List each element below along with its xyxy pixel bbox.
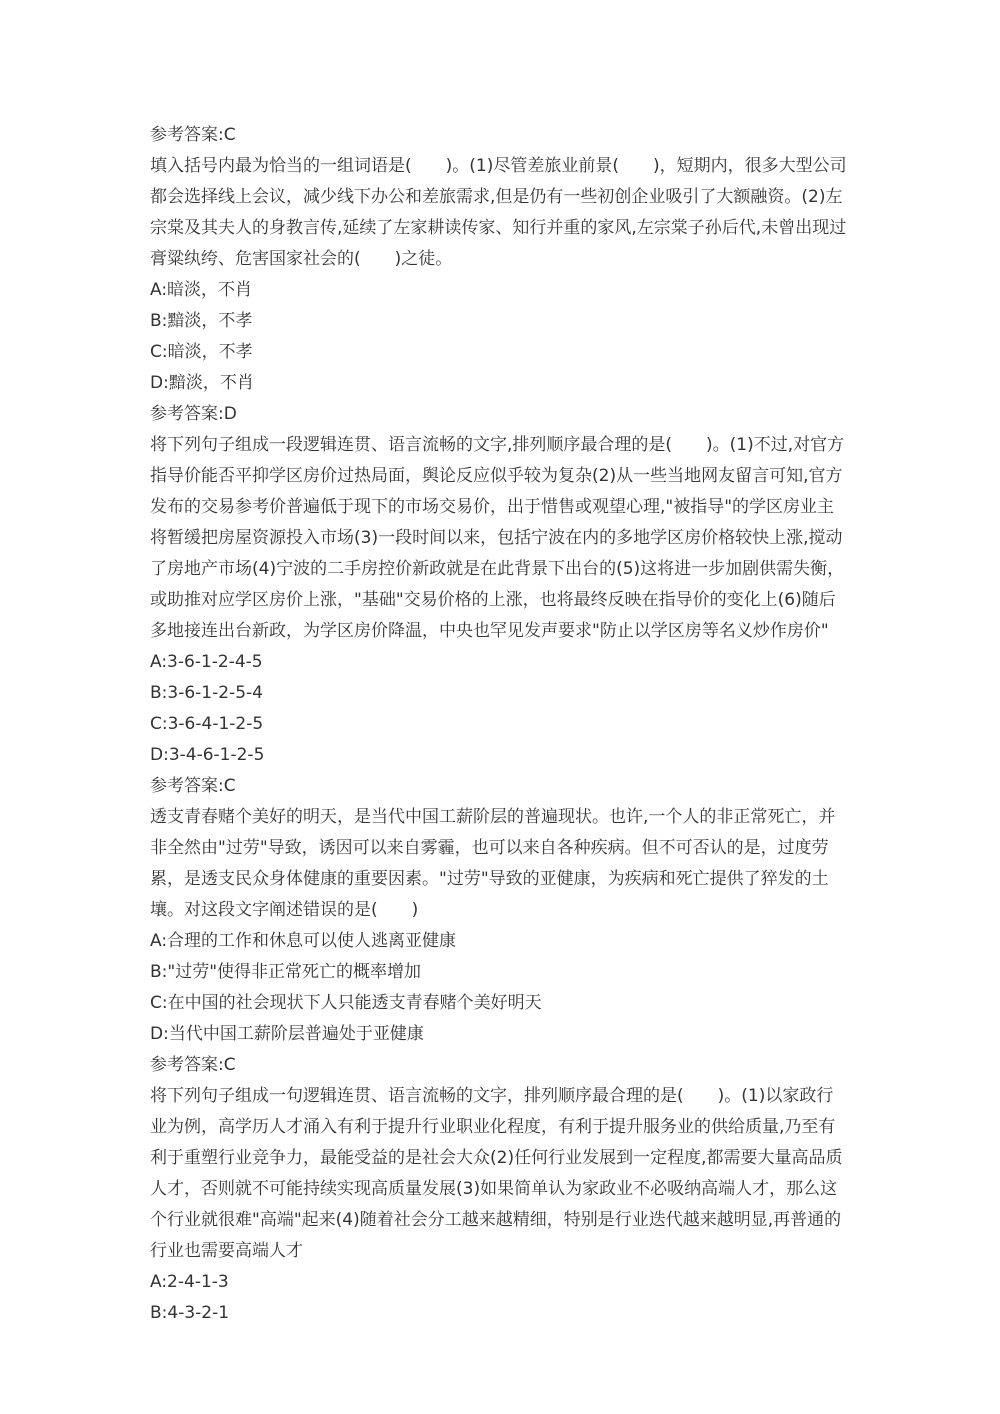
answer-key: 参考答案:C bbox=[150, 125, 236, 145]
option-c: C:暗淡，不孝 bbox=[150, 342, 253, 362]
option-c: C:在中国的社会现状下人只能透支青春赌个美好明天 bbox=[150, 993, 542, 1013]
option-d: D:黯淡，不肖 bbox=[150, 373, 254, 393]
option-b: B:"过劳"使得非正常死亡的概率增加 bbox=[150, 962, 422, 982]
question-block bbox=[150, 430, 850, 802]
option-d: D:当代中国工薪阶层普遍处于亚健康 bbox=[150, 1024, 424, 1044]
question-stem: 将下列句子组成一段逻辑连贯、语言流畅的文字,排列顺序最合理的是( )。(1)不过,对官方指导价能否平抑学区房价过热局面，舆论反应似乎较为复杂(2)从一些当地网友留言可知,官方发布的交易参考价普遍低于现下的市场交易价，出于惜售或观望心理,"被指导"的学区房业主将暂缓把房屋资源投入市场(3)一段时间以来，包括宁波在内的多地学区房价格较快上涨,搅动了房地产市场(4)宁波的二手房控价新政就是在此背景下出台的(5)这将进一步加剧供需失衡，或助推对应学区房价上涨，"基础"交易价格的上涨，也将最终反映在指导价的变化上(6)随后多地接连出台新政，为学区房价降温，中央也罕见发声要求"防止以学区房等名义炒作房价" bbox=[150, 435, 845, 641]
option-b: B:黯淡，不孝 bbox=[150, 311, 253, 331]
option-c: C:3-6-4-1-2-5 bbox=[150, 714, 264, 734]
question-block bbox=[150, 151, 850, 430]
option-d: D:3-4-6-1-2-5 bbox=[150, 745, 265, 765]
answer-key: 参考答案:C bbox=[150, 1055, 236, 1075]
option-b: B:4-3-2-1 bbox=[150, 1303, 230, 1323]
question-block bbox=[150, 1081, 850, 1329]
question-stem: 将下列句子组成一句逻辑连贯、语言流畅的文字，排列顺序最合理的是( )。(1)以家政行业为例，高学历人才涌入有利于提升行业职业化程度，有利于提升服务业的供给质量,乃至有利于重塑行业竞争力，最能受益的是社会大众(2)任何行业发展到一定程度,都需要大量高品质人才，否则就不可能持续实现高质量发展(3)如果简单认为家政业不必吸纳高端人才，那么这个行业就很难"高端"起来(4)随着社会分工越来越精细，特别是行业迭代越来越明显,再普通的行业也需要高端人才 bbox=[150, 1086, 843, 1261]
answer-key: 参考答案:D bbox=[150, 404, 237, 424]
question-stem: 填入括号内最为恰当的一组词语是( )。(1)尽管差旅业前景( )，短期内，很多大型公司都会选择线上会议，减少线下办公和差旅需求,但是仍有一些初创企业吸引了大额融资。(2)左宗棠及其夫人的身教言传,延续了左家耕读传家、知行并重的家风,左宗棠子孙后代,未曾出现过膏粱纨绔、危害国家社会的( )之徒。 bbox=[150, 156, 847, 269]
question-stem: 透支青春赌个美好的明天，是当代中国工薪阶层的普遍现状。也许,一个人的非正常死亡，并非全然由"过劳"导致，诱因可以来自雾霾，也可以来自各种疾病。但不可否认的是，过度劳累，是透支民众身体健康的重要因素。"过劳"导致的亚健康，为疾病和死亡提供了猝发的土壤。对这段文字阐述错误的是( ) bbox=[150, 807, 836, 920]
document-body bbox=[150, 120, 850, 1329]
answer-key: 参考答案:C bbox=[150, 776, 236, 796]
option-a: A:暗淡，不肖 bbox=[150, 280, 253, 300]
option-a: A:2-4-1-3 bbox=[150, 1272, 229, 1292]
option-a: A:合理的工作和休息可以使人逃离亚健康 bbox=[150, 931, 457, 951]
option-b: B:3-6-1-2-5-4 bbox=[150, 683, 263, 703]
option-a: A:3-6-1-2-4-5 bbox=[150, 652, 263, 672]
question-block bbox=[150, 802, 850, 1081]
